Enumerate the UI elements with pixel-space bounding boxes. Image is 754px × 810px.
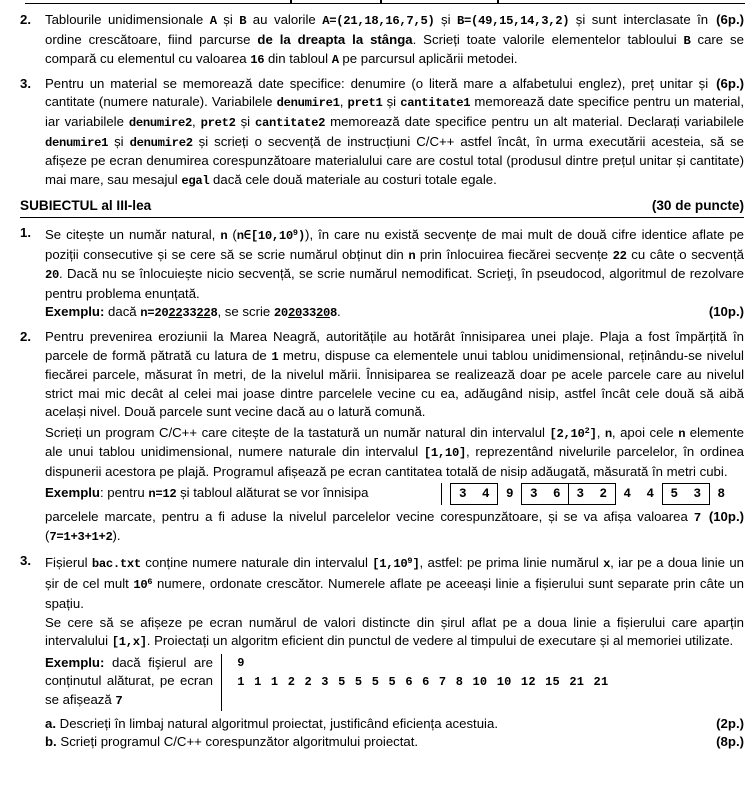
text-segment: 22 [612,248,627,263]
text-segment: A=(21,18,16,7,5) [322,14,435,28]
text-segment: parcelele marcate, pentru a fi aduse la nivelul parcelelor vecine corespunzătoare, și se va afișa valoarea [45,508,694,524]
text-segment: și [108,133,130,149]
item-number: 3. [20,552,31,568]
text-segment: , astfel: pe prima linie numărul [419,554,604,570]
points-label: (10p.) [708,304,744,320]
parcel-cell: 4 [482,486,490,501]
text-segment: ), în care nu există secvențe de mai mult de două cifre identice aflate pe poziții consecutive și se cere să se scrie numărul obținut din [45,226,744,262]
text-segment: , reprezentând nivelurile parcelelor, în ordinea dispunerii acestora pe plajă. Programul afișează pe ecran cantitatea totală de nisip adăugată, măsurată în metri cubi. [45,444,745,480]
text-segment: prin înlocuirea fiecărei secvențe [415,246,613,262]
text-segment: 22 [196,306,211,321]
text-segment: [1,10 [372,556,408,571]
text-segment: n=12 [148,486,177,501]
task-item-ii-2 [20,11,744,70]
text-segment: Pentru un material se memorează date specifice: denumire (o literă mare a alfabetului englez), preț unitar și cantitate (numere naturale). Variabilele [45,75,709,110]
text-segment: denumire2 [128,115,192,130]
task-item-ii-3 [20,75,744,191]
text-segment: A [331,53,339,68]
text-segment: Scrieți programul C/C++ corespunzător algoritmului proiectat. [56,734,419,750]
subquestion-a [45,715,744,734]
statement-paragraph [45,328,744,422]
text-segment: A [209,14,217,28]
parcel-cell: 4 [623,486,632,501]
text-segment: [1,10] [423,446,466,461]
item-number: 3. [20,75,31,91]
text-segment: 6 [147,577,153,588]
text-segment: pret2 [200,115,236,130]
parcel-group [639,484,662,504]
parcel-cell: 2 [599,486,608,501]
text-segment: Exemplu: [45,304,105,320]
text-segment: denumire1 [276,96,340,111]
text-segment: 20 [316,306,331,321]
parcel-cell: 3 [530,486,538,501]
text-segment: n [408,248,416,263]
text-segment: numere, ordonate crescător. Numerele aflate pe aceeași linie a fișierului sunt separate prin câte un spațiu. [45,576,744,612]
text-segment: Pentru prevenirea eroziunii la Marea Neagră, autoritățile au hotărât înnisiparea unei plaje. Plaja a fost împărțită în parcele de formă pătrată cu latura de [45,328,744,363]
item-body [45,11,744,70]
points-label: (6p.) [716,75,744,91]
points-label: (8p.) [716,734,744,750]
requirement-paragraph [45,614,744,652]
item-body [45,224,744,323]
example-row [45,483,744,505]
text-segment: n=20 [140,306,169,321]
item-body [45,75,744,191]
text-segment: denumire2 [129,135,193,150]
text-segment: 22 [168,306,183,321]
text-segment: B [239,14,247,28]
text-segment: n [678,426,686,441]
text-segment: pret1 [347,96,383,111]
text-segment: 9 [292,227,299,238]
text-segment: 7 [115,694,123,708]
table-column-separator [380,0,382,4]
text-segment: dacă fişierul are conținutul alăturat, pe ecran se afișează [45,654,213,707]
text-segment: de la dreapta la stânga [257,31,413,47]
section-title: SUBIECTUL al III-lea [20,198,152,214]
text-segment: și tabloul alăturat se vor înnisipa [176,484,369,500]
text-segment: 7=1+3+1+2 [49,530,113,545]
text-segment: memorează date specifice pentru un material, iar variabilele [45,94,744,129]
text-segment: 10 [133,578,148,593]
text-segment: dacă cele două materiale au costuri totale egale. [209,171,497,187]
text-segment: 8 [330,306,338,321]
parcel-cell: 9 [506,486,514,501]
text-segment: b. [45,734,57,750]
parcel-group-marked [450,483,498,505]
text-segment: ) [298,228,306,243]
text-segment: Fișierul [45,554,92,570]
text-segment: 33 [301,306,316,321]
example-paragraph [45,654,213,711]
example-paragraph [45,303,744,323]
text-segment: și sunt interclasate în ordine crescătoare, fiind parcurse [45,12,709,47]
text-segment: care se compară cu elementul cu valoarea [45,31,744,67]
text-segment: 9 [407,555,413,566]
statement-paragraph [45,224,744,303]
item-number: 2. [20,12,31,27]
parcel-group-marked [521,483,569,505]
text-segment: , [192,113,201,129]
example-separator [221,654,222,711]
text-segment: n [220,228,228,243]
text-segment: și [216,12,240,27]
text-segment: ( [45,528,50,544]
parcel-cell: 3 [576,486,585,501]
text-segment: denumire1 [45,135,109,150]
item-body [45,552,744,752]
parcel-group [498,484,521,504]
file-line: 1 1 1 2 2 3 5 5 5 5 6 6 7 8 10 10 12 15 21 21 [237,674,609,689]
text-segment: , iar pe a doua linie un șir de cel mult [45,554,744,592]
example-separator [441,483,442,505]
example-parcel-table [450,483,744,505]
parcel-cell: 6 [553,486,561,501]
text-segment: memorează date specifice pentru un alt material. Declarați variabilele [325,113,744,129]
file-line: 9 [237,655,245,670]
text-segment: 2 [584,425,590,436]
text-segment: 20 [287,306,302,321]
text-segment: metru, dispuse ca elementele unui tablou unidimensional, reținându-se nivelul fiecărei parcele, măsurat în metri, de la nivelul mării. Înnisiparea se realizează doar pe acele parcele care au nivelul strict mai mic decât al celei mai joase dintre parcelele vecine cu ea, adăugând nisip, astfel încât cele două să aibă același nivel. Două parcele sunt vecine dacă au o latură comună. [45,347,744,420]
task-item-iii-2 [20,328,744,547]
text-segment: Descrieți în limbaj natural algoritmul proiectat, justificând eficiența acestuia. [56,715,498,731]
text-segment: Se cere să se afișeze pe ecran numărul de valori distincte din șirul aflat pe a doua linie a fișierului care aparțin intervalului [45,614,744,649]
text-segment: x [603,556,611,571]
text-segment: cu câte o secvență [626,246,744,262]
parcel-cell: 4 [646,486,655,501]
text-segment: [1,x] [111,635,147,650]
text-segment: 1 [271,349,279,364]
subquestion-b [45,733,744,752]
text-segment: Tablourile unidimensionale [45,12,210,27]
text-segment: dacă [104,304,141,320]
text-segment: și [235,113,256,129]
section-points: (30 de puncte) [651,198,744,214]
item-number: 1. [20,224,31,240]
parcel-cell: 8 [717,486,726,501]
points-label: (6p.) [716,12,744,27]
text-segment: 20 [273,306,288,321]
text-segment: , apoi cele [611,424,679,440]
closing-paragraph [45,508,744,547]
text-segment: elemente ale unui tablou unidimensional, numere naturale din intervalul [45,424,745,460]
text-segment: , se scrie [217,304,274,320]
text-segment: egal [181,173,210,188]
item-body [45,328,744,547]
text-segment: și [382,94,401,110]
parcel-cell: 3 [693,486,702,501]
text-segment: bac.txt [91,556,141,571]
parcel-group [710,484,733,504]
parcel-cell: 5 [670,486,679,501]
text-segment: conține numere naturale din intervalul [140,554,373,570]
section-heading [20,197,744,218]
statement-paragraph [45,11,744,70]
text-segment: 33 [182,306,197,321]
text-segment: . Dacă nu se înlocuiește nicio secvență, se scrie numărul nemodificat. Scrieţi, în pseudocod, algoritmul de rezolvare pentru problema enunțată. [45,266,744,301]
text-segment: . Proiectați un algoritm eficient din punctul de vedere al timpului de executare și al memoriei utilizate. [146,633,734,649]
cropped-table-bottom-edge [25,3,745,4]
text-segment: . Scrieți toate valorile elementelor tabloului [412,31,684,47]
text-segment: 16 [250,53,265,68]
text-segment: Scrieți un program C/C++ care citește de la tastatură un număr natural din intervalul [45,424,550,440]
text-segment: : pentru [99,484,149,500]
task-item-iii-3 [20,552,744,752]
text-segment: ] [589,426,597,441]
text-segment: ( [227,226,237,242]
parcel-group-marked [662,483,710,505]
program-paragraph [45,422,744,482]
file-content [230,654,744,711]
text-segment: n∈[10,10 [236,228,293,243]
text-segment: B [683,33,691,48]
text-segment: au valorile [246,12,323,27]
parcel-group [616,484,639,504]
text-segment: cantitate2 [255,115,326,130]
text-segment: , [339,94,348,110]
text-segment: Exemplu: [45,654,105,670]
example-row [45,654,744,711]
text-segment: , [596,424,605,440]
item-number: 2. [20,328,31,344]
text-segment: [2,10 [549,426,585,441]
parcel-group-marked [568,483,616,505]
task-item-iii-1 [20,224,744,323]
statement-paragraph [45,75,744,191]
text-segment: și scrieți o secvență de instrucțiuni C/C++ astfel încât, în urma executării acesteia, să se afișeze pe ecran denumirea corespunzătoare materialului care are costul total (produsul dintre prețul unitar și cantitate) mai mare, sau mesajul [45,133,745,187]
table-column-separator [290,0,292,4]
text-segment: și [434,12,458,27]
text-segment: n [604,426,612,441]
points-label: (2p.) [716,715,744,731]
text-segment: 7 [693,510,701,525]
text-segment: a. [45,715,56,731]
example-paragraph [45,484,433,504]
text-segment: 20 [45,268,60,283]
text-segment: pe parcursul aplicării metodei. [338,51,518,67]
points-label: (10p.) [708,508,744,524]
text-segment: Exemplu [45,484,100,500]
text-segment: . [337,304,341,320]
text-segment: B=(49,15,14,3,2) [457,14,570,28]
table-column-separator [497,0,499,4]
parcel-cell: 3 [459,486,467,501]
text-segment: din tabloul [264,51,332,67]
text-segment: ] [412,556,420,571]
text-segment: 8 [210,306,218,321]
text-segment: Se citește un număr natural, [45,226,221,242]
text-segment: cantitate1 [400,96,471,111]
text-segment: ). [112,528,121,544]
statement-paragraph [45,552,744,614]
